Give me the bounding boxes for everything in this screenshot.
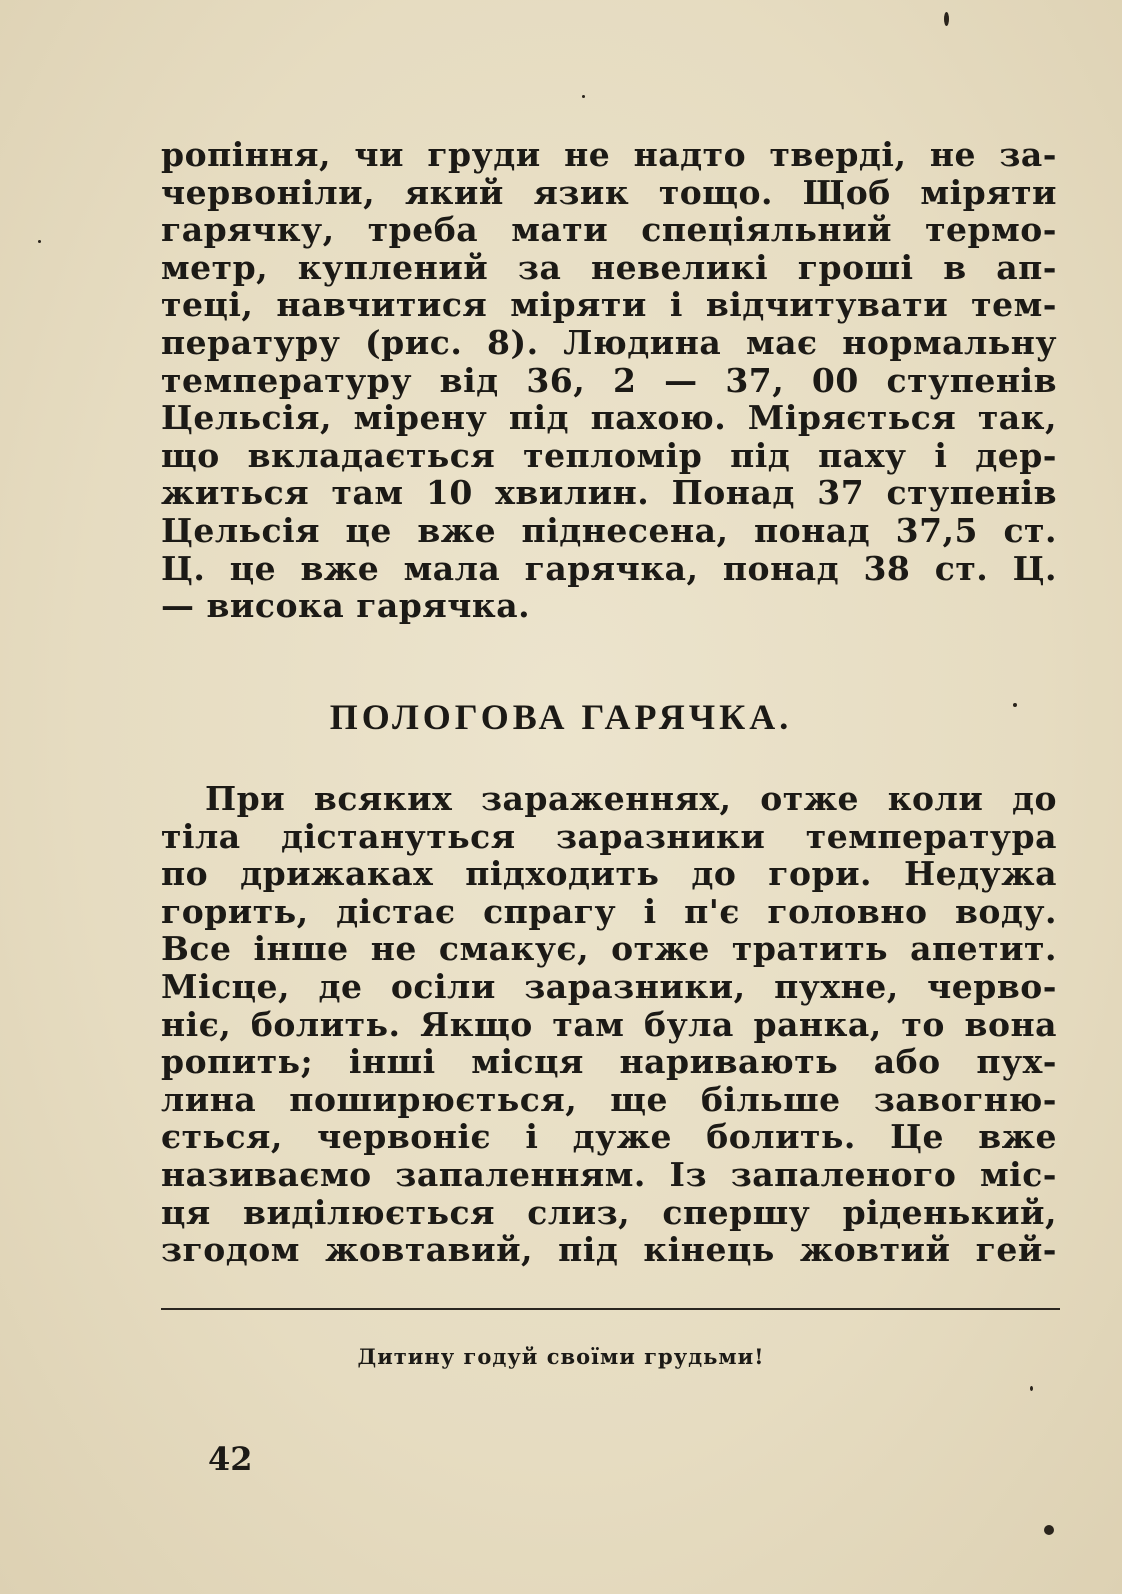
footer-motto: Дитину годуй своїми грудьми! — [357, 1344, 765, 1369]
text-line: горить, дістає спрагу і п'є головно воду. — [161, 891, 1057, 931]
paragraph-2 — [161, 780, 1057, 1269]
text-line: згодом жовтавий, під кінець жовтий гей- — [161, 1230, 1057, 1270]
text-line: житься там 10 хвилин. Понад 37 ступенів — [161, 473, 1057, 513]
text-line: ропить; інші місця наривають або пух- — [161, 1042, 1057, 1082]
page-number: 42 — [208, 1440, 253, 1478]
text-line: червоніли, який язик тощо. Щоб міряти — [161, 172, 1057, 212]
text-line: Місце, де осіли заразники, пухне, черво- — [161, 966, 1057, 1006]
ink-speck — [38, 240, 41, 243]
text-line: ропіння, чи груди не надто тверді, не за- — [161, 135, 1057, 174]
text-line: Все інше не смакує, отже тратить апетит. — [161, 929, 1057, 969]
ink-speck — [1013, 703, 1017, 707]
text-line: пературу (рис. 8). Людина має нормальну — [161, 322, 1057, 362]
text-line: Цельсія, мірену під пахою. Міряється так, — [161, 398, 1057, 438]
text-line: теці, навчитися міряти і відчитувати тем- — [161, 285, 1057, 325]
text-line: що вкладається тепломір під паху і дер- — [161, 435, 1057, 475]
text-line: Цельсія це вже піднесена, понад 37,5 ст. — [161, 510, 1057, 550]
text-line: гарячку, треба мати спеціяльний термо- — [161, 210, 1057, 250]
text-line: ця виділюється слиз, спершу ріденький, — [161, 1192, 1057, 1232]
ink-speck — [1030, 1386, 1033, 1391]
text-line: називаємо запаленням. Із запаленого міс- — [161, 1154, 1057, 1194]
text-line: по дрижаках підходить до гори. Недужа — [161, 854, 1057, 894]
text-line: ніє, болить. Якщо там була ранка, то вона — [161, 1004, 1057, 1044]
text-line: Ц. це вже мала гарячка, понад 38 ст. Ц. — [161, 548, 1057, 588]
text-line: тіла дістануться заразники температура — [161, 816, 1057, 856]
text-line: лина поширюється, ще більше завогню- — [161, 1079, 1057, 1119]
text-line: — висока гарячка. — [161, 586, 531, 626]
ink-speck — [582, 95, 585, 98]
footer-divider — [161, 1308, 1060, 1310]
text-line: При всяких зараженнях, отже коли до — [205, 779, 1057, 818]
paragraph-1 — [161, 136, 1057, 625]
ink-speck — [944, 12, 949, 26]
section-heading: ПОЛОГОВА ГАРЯЧКА. — [329, 697, 793, 737]
text-line: температуру від 36, 2 — 37, 00 ступенів — [161, 360, 1057, 400]
text-line: ється, червоніє і дуже болить. Це вже — [161, 1117, 1057, 1157]
text-line: метр, куплений за невеликі гроші в ап- — [161, 247, 1057, 287]
ink-speck — [1044, 1525, 1054, 1535]
